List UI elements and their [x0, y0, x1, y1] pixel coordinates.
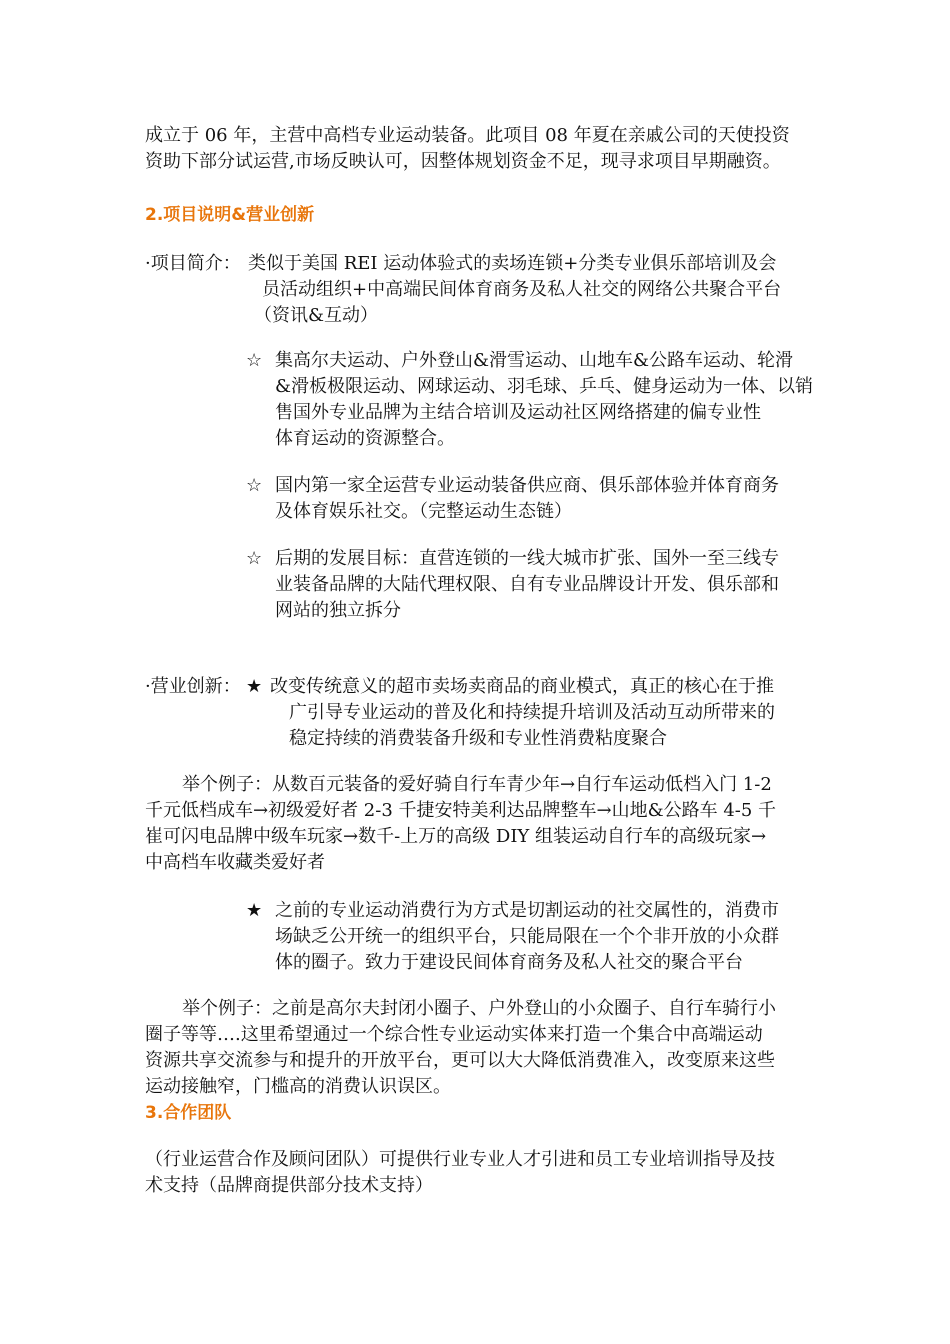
- project-intro-line-2: 员活动组织+中高端民间体育商务及私人社交的网络公共聚合平台: [262, 279, 782, 300]
- star-filled-2-line-2: 场缺乏公开统一的组织平台，只能局限在一个个非开放的小众群: [275, 926, 779, 947]
- star-item-1-line-4: 体育运动的资源整合。: [275, 428, 455, 449]
- star-item-1-line-1: 集高尔夫运动、户外登山&滑雪运动、山地车&公路车运动、轮滑: [275, 350, 794, 371]
- section-2-heading: 2.项目说明&营业创新: [145, 205, 315, 225]
- intro-line-2: 资助下部分试运营,市场反映认可，因整体规划资金不足，现寻求项目早期融资。: [145, 151, 781, 172]
- star-item-2-line-1: 国内第一家全运营专业运动装备供应商、俱乐部体验并体育商务: [275, 475, 779, 496]
- star-filled-2-line-3: 体的圈子。致力于建设民间体育商务及私人社交的聚合平台: [275, 952, 743, 973]
- example-2-line-4: 运动接触窄，门槛高的消费认识误区。: [145, 1076, 451, 1097]
- star-filled-icon: ★: [246, 676, 263, 697]
- section-3-line-2: 术支持（品牌商提供部分技术支持）: [145, 1175, 433, 1196]
- star-filled-icon: ★: [246, 900, 263, 921]
- star-item-2-line-2: 及体育娱乐社交。（完整运动生态链）: [275, 501, 572, 522]
- example-1-line-4: 中高档车收藏类爱好者: [145, 852, 325, 873]
- example-2-line-1: 举个例子：之前是高尔夫封闭小圈子、户外登山的小众圈子、自行车骑行小: [182, 998, 776, 1019]
- star-filled-2-line-1: 之前的专业运动消费行为方式是切割运动的社交属性的，消费市: [275, 900, 779, 921]
- star-item-1-line-2: &滑板极限运动、网球运动、羽毛球、乒乓、健身运动为一体、以销: [275, 376, 814, 397]
- star-item-3-line-1: 后期的发展目标：直营连锁的一线大城市扩张、国外一至三线专: [275, 548, 779, 569]
- section-3-heading: 3.合作团队: [145, 1103, 232, 1123]
- star-item-3-line-2: 业装备品牌的大陆代理权限、自有专业品牌设计开发、俱乐部和: [275, 574, 779, 595]
- intro-line-1: 成立于 06 年，主营中高档专业运动装备。此项目 08 年夏在亲戚公司的天使投资: [145, 125, 790, 146]
- star-outline-icon: ☆: [246, 548, 263, 569]
- example-2-line-2: 圈子等等….这里希望通过一个综合性专业运动实体来打造一个集合中高端运动: [145, 1024, 763, 1045]
- star-item-1-line-3: 售国外专业品牌为主结合培训及运动社区网络搭建的偏专业性: [275, 402, 761, 423]
- example-1-line-3: 崔可闪电品牌中级车玩家→数千-上万的高级 DIY 组装运动自行车的高级玩家→: [145, 826, 767, 847]
- example-1-line-2: 千元低档成车→初级爱好者 2-3 千捷安特美利达品牌整车→山地&公路车 4-5 千: [145, 800, 777, 821]
- star-item-3-line-3: 网站的独立拆分: [275, 600, 401, 621]
- project-intro-line-3: （资讯&互动）: [254, 305, 379, 326]
- star-outline-icon: ☆: [246, 475, 263, 496]
- example-2-line-3: 资源共享交流参与和提升的开放平台，更可以大大降低消费准入，改变原来这些: [145, 1050, 775, 1071]
- star-outline-icon: ☆: [246, 350, 263, 371]
- project-intro-label: ·项目简介：: [145, 253, 241, 274]
- innovation-label: ·营业创新：: [145, 676, 241, 697]
- section-3-line-1: （行业运营合作及顾问团队）可提供行业专业人才引进和员工专业培训指导及技: [145, 1149, 775, 1170]
- example-1-line-1: 举个例子：从数百元装备的爱好骑自行车青少年→自行车运动低档入门 1-2: [182, 774, 772, 795]
- project-intro-line-1: 类似于美国 REI 运动体验式的卖场连锁+分类专业俱乐部培训及会: [248, 253, 777, 274]
- innovation-line-3: 稳定持续的消费装备升级和专业性消费粘度聚合: [289, 728, 667, 749]
- innovation-line-1: 改变传统意义的超市卖场卖商品的商业模式，真正的核心在于推: [270, 676, 774, 697]
- innovation-line-2: 广引导专业运动的普及化和持续提升培训及活动互动所带来的: [289, 702, 775, 723]
